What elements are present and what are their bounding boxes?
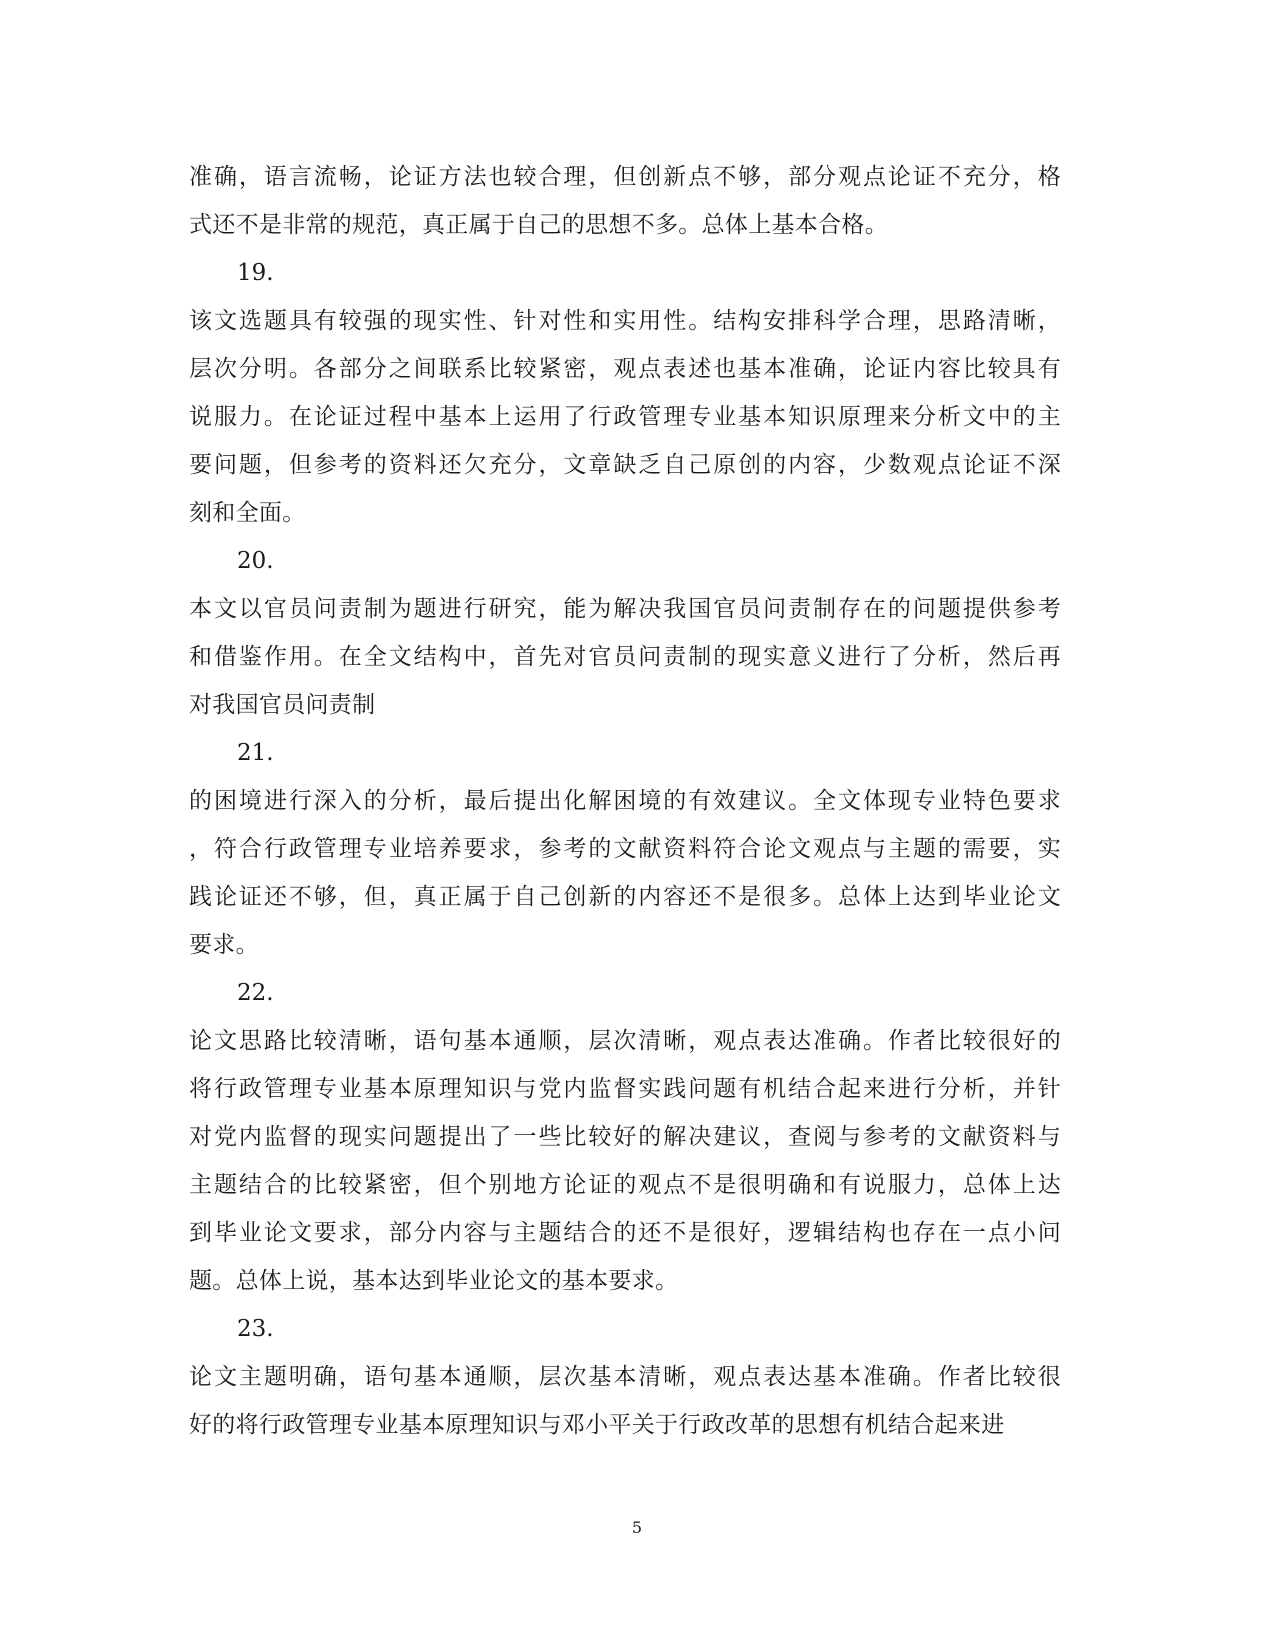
document-body bbox=[189, 153, 1061, 1449]
item-number: 19. bbox=[237, 260, 274, 286]
paragraph bbox=[189, 1353, 1061, 1449]
paragraph bbox=[189, 777, 1061, 969]
item-number: 23. bbox=[237, 1316, 274, 1342]
text-line: 准确，语言流畅，论证方法也较合理，但创新点不够，部分观点论证不充分，格 bbox=[189, 164, 1061, 190]
text-line: 主题结合的比较紧密，但个别地方论证的观点不是很明确和有说服力，总体上达 bbox=[189, 1172, 1061, 1198]
text-line: 好的将行政管理专业基本原理知识与邓小平关于行政改革的思想有机结合起来进 bbox=[189, 1412, 1005, 1438]
text-line: 到毕业论文要求，部分内容与主题结合的还不是很好，逻辑结构也存在一点小问 bbox=[189, 1220, 1061, 1246]
text-line: 践论证还不够，但，真正属于自己创新的内容还不是很多。总体上达到毕业论文 bbox=[189, 884, 1061, 910]
text-line: 说服力。在论证过程中基本上运用了行政管理专业基本知识原理来分析文中的主 bbox=[189, 404, 1061, 430]
text-line: 式还不是非常的规范，真正属于自己的思想不多。总体上基本合格。 bbox=[189, 212, 888, 238]
text-line: 对我国官员问责制 bbox=[189, 692, 376, 718]
text-line: 论文思路比较清晰，语句基本通顺，层次清晰，观点表达准确。作者比较很好的 bbox=[189, 1028, 1061, 1054]
item-number: 22. bbox=[237, 980, 274, 1006]
text-line: 对党内监督的现实问题提出了一些比较好的解决建议，查阅与参考的文献资料与 bbox=[189, 1124, 1061, 1150]
paragraph bbox=[189, 1017, 1061, 1305]
text-line: 该文选题具有较强的现实性、针对性和实用性。结构安排科学合理，思路清晰， bbox=[189, 308, 1061, 334]
paragraph bbox=[189, 585, 1061, 729]
text-line: 和借鉴作用。在全文结构中，首先对官员问责制的现实意义进行了分析，然后再 bbox=[189, 644, 1061, 670]
text-line: 层次分明。各部分之间联系比较紧密，观点表述也基本准确，论证内容比较具有 bbox=[189, 356, 1061, 382]
text-line: 刻和全面。 bbox=[189, 500, 306, 526]
text-line: 的困境进行深入的分析，最后提出化解困境的有效建议。全文体现专业特色要求 bbox=[189, 788, 1061, 814]
item-number: 21. bbox=[237, 740, 274, 766]
text-line: 要问题，但参考的资料还欠充分，文章缺乏自己原创的内容，少数观点论证不深 bbox=[189, 452, 1061, 478]
page-number: 5 bbox=[631, 1518, 643, 1537]
text-line: ，符合行政管理专业培养要求，参考的文献资料符合论文观点与主题的需要，实 bbox=[189, 836, 1061, 862]
text-line: 将行政管理专业基本原理知识与党内监督实践问题有机结合起来进行分析，并针 bbox=[189, 1076, 1061, 1102]
paragraph bbox=[189, 153, 1061, 249]
text-line: 题。总体上说，基本达到毕业论文的基本要求。 bbox=[189, 1268, 679, 1294]
text-line: 本文以官员问责制为题进行研究，能为解决我国官员问责制存在的问题提供参考 bbox=[189, 596, 1061, 622]
text-line: 要求。 bbox=[189, 932, 259, 958]
paragraph bbox=[189, 297, 1061, 537]
text-line: 论文主题明确，语句基本通顺，层次基本清晰，观点表达基本准确。作者比较很 bbox=[189, 1364, 1061, 1390]
item-number: 20. bbox=[237, 548, 274, 574]
